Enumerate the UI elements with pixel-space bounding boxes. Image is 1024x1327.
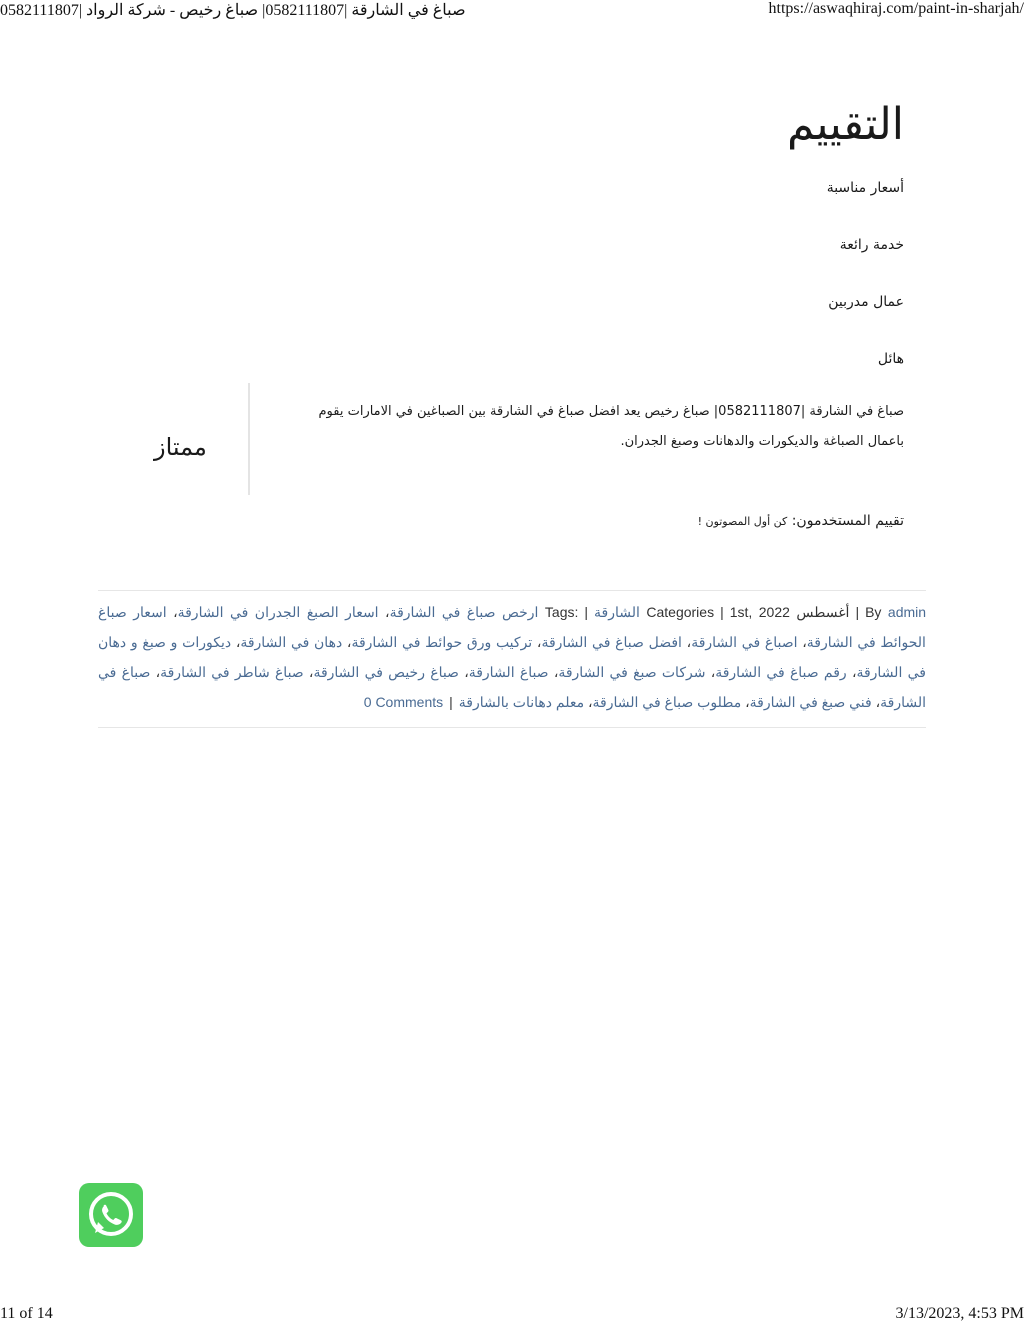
print-title: صباغ في الشارقة |0582111807| صباغ رخيص - شركة الرواد |0582111807 [0,0,466,20]
tag-separator: ، [150,664,160,680]
tag-link[interactable]: صباغ شاطر في الشارقة [160,664,304,680]
review-summary: صباغ في الشارقة |0582111807| صباغ رخيص يعد افضل صباغ في الشارقة بين الصباغين في الامارات يقوم باعمال الصباغة والديكورات والدهانات وصبغ الجدران. [306,397,904,457]
summary-divider [248,383,250,495]
tag-link[interactable]: مطلوب صباغ في الشارقة [593,694,742,710]
review-criteria [98,177,904,405]
categories-label: Categories [646,604,714,620]
tag-separator: ، [167,604,178,620]
user-rating [698,513,904,529]
tag-separator: ، [584,694,592,710]
tag-link[interactable]: افضل صباغ في الشارقة [541,634,681,650]
review-score-label: ممتاز [154,433,207,461]
tag-separator: ، [342,634,351,650]
date-month: أغسطس [796,604,849,620]
whatsapp-button[interactable] [79,1183,143,1247]
tag-separator: ، [549,664,559,680]
tag-link[interactable]: اسعار الصبغ الجدران في الشارقة [178,604,379,620]
page-number: 11 of 14 [0,1305,53,1323]
review-criterion: خدمة رائعة [98,234,904,291]
print-footer [0,1305,1024,1327]
tag-link[interactable]: اصباغ في الشارقة [691,634,797,650]
tag-link[interactable]: فني صبغ في الشارقة [750,694,872,710]
tag-link[interactable]: رقم صباغ في الشارقة [715,664,846,680]
meta-author [865,604,926,620]
tag-link[interactable]: تركيب ورق حوائط في الشارقة [351,634,532,650]
meta-categories [594,604,714,620]
tag-link[interactable]: صباغ رخيص في الشارقة [313,664,459,680]
by-label: By [865,604,881,620]
tag-separator: ، [847,664,857,680]
tag-separator: ، [304,664,314,680]
meta-separator: | [714,604,730,620]
print-url: https://aswaqhiraj.com/paint-in-sharjah/ [769,0,1024,18]
user-rating-label: تقييم المستخدمون: [792,513,904,529]
tag-link[interactable]: ديكورات و صبغ و دهان في الشارقة [98,634,926,680]
review-box [98,95,904,405]
tag-link[interactable]: دهان في الشارقة [240,634,342,650]
user-rating-value: كن أول المصوتون ! [698,515,788,528]
review-criterion: هائل [98,348,904,405]
tag-separator: ، [231,634,240,650]
tag-separator: ، [532,634,541,650]
review-summary-box [98,383,904,495]
tags-label: Tags: [545,604,578,620]
review-title: التقييم [98,95,904,155]
print-header [0,0,1024,22]
tag-separator: ، [379,604,390,620]
date-rest: 1st, 2022 [730,604,790,620]
tag-link[interactable]: ارخص صباغ في الشارقة [390,604,539,620]
tag-separator: ، [872,694,880,710]
meta-date [730,604,850,620]
meta-separator: | [849,604,865,620]
tag-link[interactable]: صباغ الشارقة [469,664,549,680]
comments-link[interactable]: 0 Comments [364,694,443,710]
review-criterion: عمال مدربين [98,291,904,348]
meta-separator: | [443,694,459,710]
tag-separator: ، [682,634,691,650]
whatsapp-icon [79,1183,143,1247]
review-criterion: أسعار مناسبة [98,177,904,234]
tag-separator: ، [459,664,469,680]
post-meta [98,590,926,728]
author-link[interactable]: admin [888,604,926,620]
tag-link[interactable]: معلم دهانات بالشارقة [459,694,584,710]
tag-separator: ، [705,664,715,680]
tag-link[interactable]: اسعار صباغ الحوائط في الشارقة [98,604,926,650]
tag-separator: ، [798,634,807,650]
tag-link[interactable]: شركات صبغ في الشارقة [558,664,705,680]
tag-link[interactable]: صباغ في الشارقة [98,664,926,710]
print-datetime: 3/13/2023, 4:53 PM [896,1305,1024,1323]
meta-separator: | [578,604,594,620]
category-link[interactable]: الشارقة [594,604,640,620]
tag-separator: ، [741,694,749,710]
